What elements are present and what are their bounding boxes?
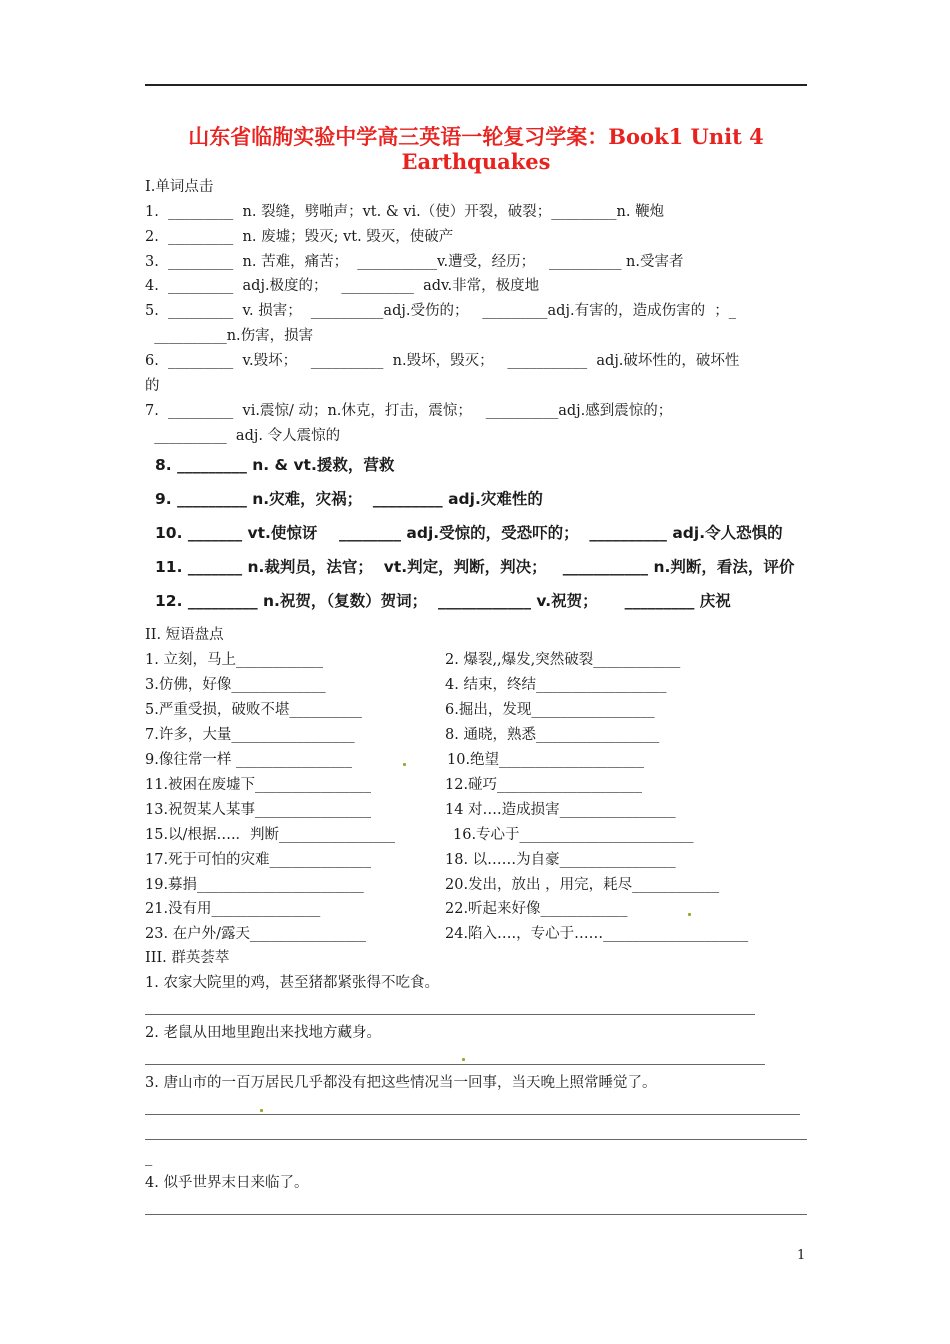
vocab-line-bold: 12. _________ n.祝贺，（复数）贺词； ____________ v.祝贺； _________ 庆祝 [155,592,731,610]
page-title: 山东省临朐实验中学高三英语一轮复习学案：Book1 Unit 4 [188,124,764,149]
translation-item: 4. 似乎世界末日来临了。 [145,1175,309,1191]
stray-mark [260,1109,263,1112]
vocab-line: 2. _________ n. 废墟；毁灭; vt. 毁灭，使破产 [145,229,454,245]
translation-item: 2. 老鼠从田地里跑出来找地方藏身。 [145,1025,381,1041]
answer-line[interactable] [145,1114,800,1115]
phrase-item: 10.绝望____________________ [447,752,645,768]
phrase-item: 6.掘出，发现_________________ [445,702,655,718]
vocab-line-bold: 9. _________ n.灾难，灾祸； _________ adj.灾难性的 [155,490,543,508]
vocab-line: __________ adj. 令人震惊的 [145,428,341,444]
answer-dash: _ [145,1150,153,1166]
page-subtitle: Earthquakes [401,149,551,174]
phrase-item: 9.像往常一样 ________________ [145,752,352,768]
vocab-line-bold: 8. _________ n. & vt.援救，营救 [155,456,395,474]
answer-line[interactable] [145,1064,765,1065]
vocab-line: 1. _________ n. 裂缝，劈啪声；vt. & vi.（使）开裂，破裂；_________n. 鞭炮 [145,204,665,220]
vocab-line: 3. _________ n. 苦难，痛苦； ___________v.遭受，经历； __________ n.受害者 [145,254,684,270]
phrase-item: 23. 在户外/露天________________ [145,926,367,942]
phrase-item: 8. 通晓，熟悉_________________ [445,727,660,743]
phrase-item: 5.严重受损，破败不堪__________ [145,702,362,718]
phrase-item: 14 对….造成损害________________ [445,802,676,818]
stray-mark [462,1058,465,1061]
vocab-line: 的 [145,378,160,394]
vocab-line: 4. _________ adj.极度的； __________ adv.非常，极度地 [145,278,540,294]
header-rule [145,84,807,86]
phrase-item: 12.碰巧____________________ [445,777,643,793]
section2-heading: II. 短语盘点 [145,627,224,643]
phrase-item: 2. 爆裂,,爆发,突然破裂____________ [445,652,681,668]
phrase-item: 3.仿佛，好像_____________ [145,677,326,693]
translation-item: 1. 农家大院里的鸡，甚至猪都紧张得不吃食。 [145,975,439,991]
phrase-item: 4. 结束，终结__________________ [445,677,667,693]
vocab-line-bold: 11. _______ n.裁判员，法官； vt.判定，判断，判决； ___________ n.判断，看法，评价 [155,558,795,576]
phrase-item: 22.听起来好像____________ [445,901,628,917]
phrase-item: 20.发出，放出 ，用完，耗尽____________ [445,877,720,893]
phrase-item: 24.陷入….，专心于……____________________ [445,926,749,942]
vocab-line-bold: 10. _______ vt.使惊讶 ________ adj.受惊的，受恐吓的； __________ adj.令人恐惧的 [155,524,783,542]
phrase-item: 15.以/根据….．判断________________ [145,827,396,843]
phrase-item: 17.死于可怕的灾难______________ [145,852,372,868]
vocab-line: 7. _________ vi.震惊/ 动；n.休克，打击，震惊； __________adj.感到震惊的； [145,403,673,419]
phrase-item: 19.募捐_______________________ [145,877,364,893]
vocab-line: __________n.伤害，损害 [145,328,314,344]
page-number: 1 [797,1248,806,1263]
phrase-item: 1. 立刻，马上____________ [145,652,323,668]
stray-mark [688,913,691,916]
phrase-item: 13.祝贺某人某事________________ [145,802,372,818]
phrase-item: 11.被困在废墟下________________ [145,777,372,793]
vocab-line: 6. _________ v.毁坏； __________ n.毁坏，毁灭； ___________ adj.破坏性的，破坏性 [145,353,740,369]
phrase-item: 7.许多，大量_________________ [145,727,355,743]
answer-line[interactable] [145,1014,755,1015]
phrase-item: 16.专心于________________________ [453,827,694,843]
translation-item: 3. 唐山市的一百万居民几乎都没有把这些情况当一回事，当天晚上照常睡觉了。 [145,1075,657,1091]
stray-mark [403,763,406,766]
answer-line[interactable] [145,1214,807,1215]
answer-line[interactable] [145,1139,807,1140]
phrase-item: 18. 以……为自豪________________ [445,852,676,868]
vocab-line: 5. _________ v. 损害； __________adj.受伤的； _________adj.有害的，造成伤害的 ；_ [145,303,737,319]
section1-heading: I.单词点击 [145,179,214,195]
section3-heading: III. 群英荟萃 [145,950,230,966]
phrase-item: 21.没有用_______________ [145,901,321,917]
